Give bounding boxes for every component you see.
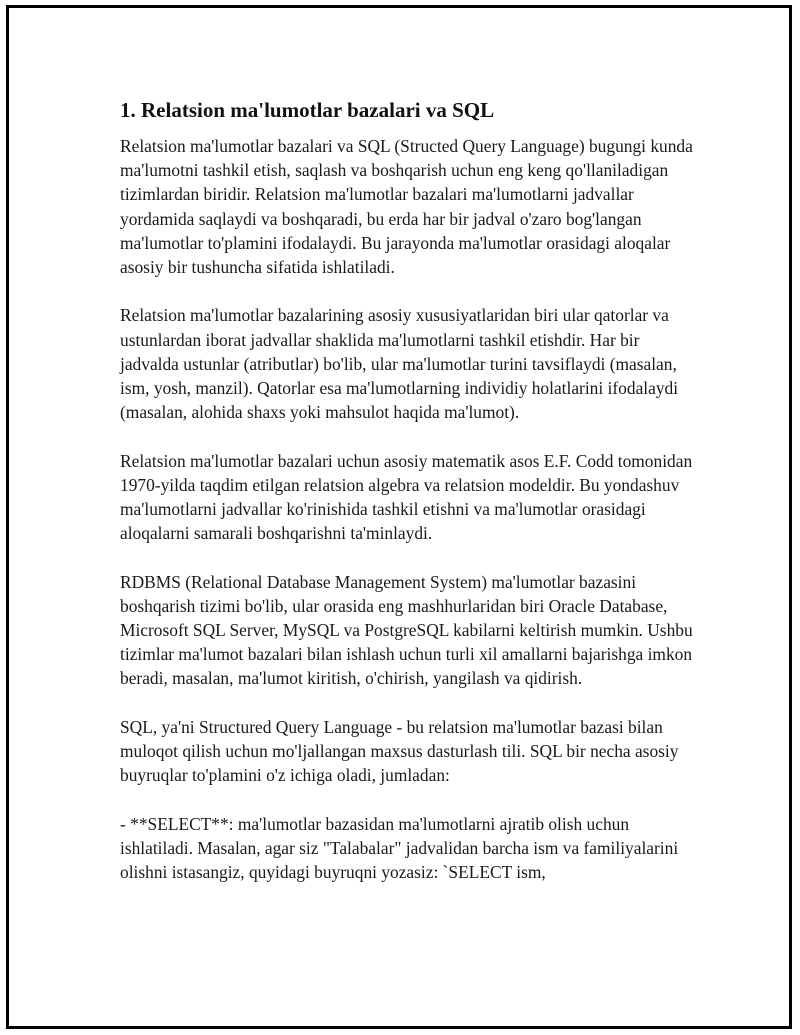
paragraph-features: Relatsion ma'lumotlar bazalarining asosiy xususiyatlaridan biri ular qatorlar va ustunlardan iborat jadvallar shaklida ma'lumotlarni tashkil etishdir. Har bir jadvalda ustunlar (atributlar) bo'lib, ular ma'lumotlar turini tavsiflaydi (masalan, ism, yosh, manzil). Qatorlar esa ma'lumotlarning individiy holatlarini ifodalaydi (masalan, alohida shaxs yoki mahsulot haqida ma'lumot). xyxy=(120,305,679,423)
paragraph-select: - **SELECT**: ma'lumotlar bazasidan ma'lumotlarni ajratib olish uchun ishlatiladi. Masalan, agar siz "Talabalar" jadvalidan barcha ism va familiyalarini olishni istasangiz, quyidagi buyruqni yozasiz: `SELECT ism, xyxy=(120,813,679,883)
paragraph-sql: SQL, ya'ni Structured Query Language - bu relatsion ma'lumotlar bazasi bilan muloqot qilish uchun mo'ljallangan maxsus dasturlash tili. SQL bir necha asosiy buyruqlar to'plamini o'z ichiga oladi, jumladan: xyxy=(120,716,679,786)
page-frame xyxy=(6,5,792,1029)
paragraph-rdbms: RDBMS (Relational Database Management System) ma'lumotlar bazasini boshqarish tizimi bo'lib, ular orasida eng mashhurlaridan biri Oracle Database, Microsoft SQL Server, MySQL va PostgreSQL kabilarni keltirish mumkin. Ushbu tizimlar ma'lumot bazalari bilan ishlash uchun turli xil amallarni bajarishga imkon beradi, masalan, ma'lumot kiritish, o'chirish, yangilash va qidirish. xyxy=(120,571,693,689)
document-body xyxy=(120,97,695,908)
paragraph-codd: Relatsion ma'lumotlar bazalari uchun asosiy matematik asos E.F. Codd tomonidan 1970-yilda taqdim etilgan relatsion algebra va relatsion modeldir. Bu yondashuv ma'lumotlarni jadvallar ko'rinishida tashkil etishni va ma'lumotlar orasidagi aloqalarni samarali boshqarishni ta'minlaydi. xyxy=(120,450,693,544)
section-heading: 1. Relatsion ma'lumotlar bazalari va SQL xyxy=(120,98,495,122)
paragraph-intro: Relatsion ma'lumotlar bazalari va SQL (Structed Query Language) bugungi kunda ma'lumotni tashkil etish, saqlash va boshqarish uchun eng keng qo'llaniladigan tizimlardan biridir. Relatsion ma'lumotlar bazalari ma'lumotlarni jadvallar yordamida saqlaydi va boshqaradi, bu erda har bir jadval o'zaro bog'langan ma'lumotlar to'plamini ifodalaydi. Bu jarayonda ma'lumotlar orasidagi aloqalar asosiy bir tushuncha sifatida ishlatiladi. xyxy=(120,136,693,278)
